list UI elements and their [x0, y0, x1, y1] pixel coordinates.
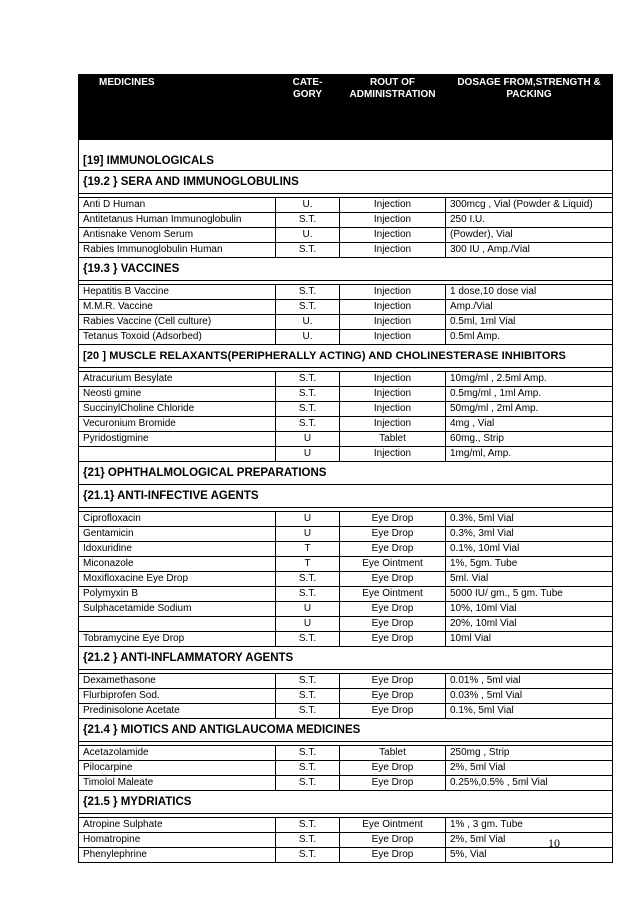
dosage-cell: 1 dose,10 dose vial [446, 285, 613, 300]
category-cell: S.T. [276, 243, 340, 258]
table-row [79, 527, 613, 542]
table-row [79, 818, 613, 833]
category-cell: S.T. [276, 674, 340, 689]
dosage-cell: 10%, 10ml Vial [446, 602, 613, 617]
dosage-cell: 300 IU , Amp./Vial [446, 243, 613, 258]
table-row [79, 704, 613, 719]
category-cell: S.T. [276, 285, 340, 300]
route-cell: Injection [340, 300, 446, 315]
category-cell: S.T. [276, 848, 340, 863]
section-header [79, 719, 613, 742]
medicine-name-cell: Ciprofloxacin [79, 512, 276, 527]
section-title: [19] IMMUNOLOGICALS [79, 140, 613, 171]
section-header [79, 485, 613, 508]
route-cell: Eye Drop [340, 704, 446, 719]
table-row [79, 572, 613, 587]
table-row [79, 330, 613, 345]
table-row [79, 557, 613, 572]
route-cell: Injection [340, 417, 446, 432]
section-title: {21.5 } MYDRIATICS [79, 791, 613, 814]
dosage-cell: 50mg/ml , 2ml Amp. [446, 402, 613, 417]
category-cell: S.T. [276, 761, 340, 776]
dosage-cell: 0.03% , 5ml Vial [446, 689, 613, 704]
dosage-cell: 0.5mg/ml , 1ml Amp. [446, 387, 613, 402]
route-cell: Eye Drop [340, 833, 446, 848]
dosage-cell: 5000 IU/ gm., 5 gm. Tube [446, 587, 613, 602]
table-row [79, 228, 613, 243]
medicine-name-cell: M.M.R. Vaccine [79, 300, 276, 315]
section-header [79, 791, 613, 814]
dosage-cell: (Powder), Vial [446, 228, 613, 243]
route-cell: Injection [340, 330, 446, 345]
table-row [79, 300, 613, 315]
category-cell: S.T. [276, 818, 340, 833]
route-cell: Injection [340, 198, 446, 213]
dosage-cell: 0.3%, 3ml Vial [446, 527, 613, 542]
category-cell: S.T. [276, 833, 340, 848]
medicine-name-cell: Rabies Immunoglobulin Human [79, 243, 276, 258]
category-cell: U. [276, 228, 340, 243]
dosage-cell: 4mg , Vial [446, 417, 613, 432]
medicine-name-cell [79, 617, 276, 632]
route-cell: Injection [340, 402, 446, 417]
medicine-name-cell: Acetazolamide [79, 746, 276, 761]
table-row [79, 447, 613, 462]
medicine-name-cell: Miconazole [79, 557, 276, 572]
medicine-name-cell [79, 447, 276, 462]
dosage-cell: 0.25%,0.5% , 5ml Vial [446, 776, 613, 791]
dosage-cell: 0.3%, 5ml Vial [446, 512, 613, 527]
category-cell: S.T. [276, 587, 340, 602]
table-row [79, 372, 613, 387]
dosage-cell: 60mg., Strip [446, 432, 613, 447]
route-cell: Injection [340, 315, 446, 330]
category-cell: U. [276, 315, 340, 330]
category-cell: S.T. [276, 300, 340, 315]
route-cell: Injection [340, 372, 446, 387]
dosage-cell: 0.01% , 5ml vial [446, 674, 613, 689]
table-row [79, 402, 613, 417]
medicines-list-document [78, 74, 612, 863]
section-header [79, 345, 613, 368]
category-cell: S.T. [276, 372, 340, 387]
dosage-cell: 250 I.U. [446, 213, 613, 228]
section-title: {21.1} ANTI-INFECTIVE AGENTS [79, 485, 613, 508]
table-row [79, 542, 613, 557]
section-header [79, 258, 613, 281]
table-row [79, 213, 613, 228]
table-row [79, 387, 613, 402]
medicine-name-cell: Dexamethasone [79, 674, 276, 689]
section-header [79, 462, 613, 485]
dosage-cell: 5ml. Vial [446, 572, 613, 587]
table-row [79, 689, 613, 704]
table-row [79, 198, 613, 213]
category-cell: S.T. [276, 689, 340, 704]
dosage-cell: 0.1%, 5ml Vial [446, 704, 613, 719]
category-cell: U [276, 512, 340, 527]
section-title: [20 ] MUSCLE RELAXANTS(PERIPHERALLY ACTING) AND CHOLINESTERASE INHIBITORS [79, 345, 613, 368]
medicine-name-cell: Moxifloxacine Eye Drop [79, 572, 276, 587]
route-cell: Tablet [340, 746, 446, 761]
dosage-cell: 250mg , Strip [446, 746, 613, 761]
dosage-cell: 300mcg , Vial (Powder & Liquid) [446, 198, 613, 213]
section-title: {21.2 } ANTI-INFLAMMATORY AGENTS [79, 647, 613, 670]
medicine-name-cell: Anti D Human [79, 198, 276, 213]
dosage-cell: 20%, 10ml Vial [446, 617, 613, 632]
table-row [79, 417, 613, 432]
medicine-name-cell: Tetanus Toxoid (Adsorbed) [79, 330, 276, 345]
medicine-name-cell: Rabies Vaccine (Cell culture) [79, 315, 276, 330]
table-row [79, 243, 613, 258]
medicine-name-cell: Tobramycine Eye Drop [79, 632, 276, 647]
dosage-cell: 0.5ml, 1ml Vial [446, 315, 613, 330]
category-cell: U. [276, 330, 340, 345]
category-cell: U [276, 602, 340, 617]
category-cell: S.T. [276, 632, 340, 647]
table-row [79, 848, 613, 863]
medicine-name-cell: Predinisolone Acetate [79, 704, 276, 719]
section-header [79, 171, 613, 194]
dosage-cell: 1mg/ml, Amp. [446, 447, 613, 462]
medicine-name-cell: Pilocarpine [79, 761, 276, 776]
table-header [79, 75, 613, 140]
route-cell: Eye Drop [340, 689, 446, 704]
medicine-name-cell: Neosti gmine [79, 387, 276, 402]
header-route: ROUT OF ADMINISTRATION [340, 75, 446, 140]
dosage-cell: 1% , 3 gm. Tube [446, 818, 613, 833]
medicine-name-cell: SuccinylCholine Chloride [79, 402, 276, 417]
table-row [79, 285, 613, 300]
medicines-table [78, 74, 613, 863]
table-row [79, 432, 613, 447]
section-header [79, 647, 613, 670]
route-cell: Eye Drop [340, 632, 446, 647]
category-cell: S.T. [276, 572, 340, 587]
section-title: {19.3 } VACCINES [79, 258, 613, 281]
table-row [79, 512, 613, 527]
table-row [79, 761, 613, 776]
route-cell: Injection [340, 387, 446, 402]
header-dosage: DOSAGE FROM,STRENGTH & PACKING [446, 75, 613, 140]
route-cell: Injection [340, 243, 446, 258]
route-cell: Eye Drop [340, 761, 446, 776]
route-cell: Eye Ointment [340, 557, 446, 572]
dosage-cell: 1%, 5gm. Tube [446, 557, 613, 572]
table-row [79, 632, 613, 647]
route-cell: Eye Drop [340, 542, 446, 557]
section-title: {21.4 } MIOTICS AND ANTIGLAUCOMA MEDICINES [79, 719, 613, 742]
category-cell: U. [276, 198, 340, 213]
category-cell: U [276, 447, 340, 462]
category-cell: S.T. [276, 402, 340, 417]
route-cell: Eye Drop [340, 602, 446, 617]
dosage-cell: 10mg/ml , 2.5ml Amp. [446, 372, 613, 387]
dosage-cell: 5%, Vial [446, 848, 613, 863]
category-cell: S.T. [276, 213, 340, 228]
medicine-name-cell: Atracurium Besylate [79, 372, 276, 387]
table-row [79, 674, 613, 689]
medicine-name-cell: Atropine Sulphate [79, 818, 276, 833]
table-row [79, 315, 613, 330]
category-cell: U [276, 617, 340, 632]
category-cell: S.T. [276, 746, 340, 761]
medicine-name-cell: Timolol Maleate [79, 776, 276, 791]
medicine-name-cell: Polymyxin B [79, 587, 276, 602]
medicine-name-cell: Antisnake Venom Serum [79, 228, 276, 243]
table-row [79, 776, 613, 791]
medicine-name-cell: Hepatitis B Vaccine [79, 285, 276, 300]
category-cell: U [276, 527, 340, 542]
route-cell: Eye Drop [340, 572, 446, 587]
medicine-name-cell: Sulphacetamide Sodium [79, 602, 276, 617]
section-title: {19.2 } SERA AND IMMUNOGLOBULINS [79, 171, 613, 194]
medicine-name-cell: Gentamicin [79, 527, 276, 542]
route-cell: Eye Drop [340, 674, 446, 689]
table-row [79, 833, 613, 848]
category-cell: S.T. [276, 417, 340, 432]
dosage-cell: Amp./Vial [446, 300, 613, 315]
medicine-name-cell: Antitetanus Human Immunoglobulin [79, 213, 276, 228]
category-cell: T [276, 557, 340, 572]
dosage-cell: 10ml Vial [446, 632, 613, 647]
category-cell: U [276, 432, 340, 447]
route-cell: Eye Drop [340, 776, 446, 791]
route-cell: Tablet [340, 432, 446, 447]
medicine-name-cell: Vecuronium Bromide [79, 417, 276, 432]
section-title: {21} OPHTHALMOLOGICAL PREPARATIONS [79, 462, 613, 485]
section-header [79, 140, 613, 171]
medicine-name-cell: Pyridostigmine [79, 432, 276, 447]
dosage-cell: 2%, 5ml Vial [446, 833, 613, 848]
medicine-name-cell: Flurbiprofen Sod. [79, 689, 276, 704]
table-body [79, 140, 613, 863]
page-number: 10 [548, 836, 560, 850]
route-cell: Eye Ointment [340, 587, 446, 602]
header-medicines: MEDICINES [79, 75, 276, 140]
table-row [79, 602, 613, 617]
category-cell: S.T. [276, 387, 340, 402]
route-cell: Eye Ointment [340, 818, 446, 833]
medicine-name-cell: Idoxuridine [79, 542, 276, 557]
route-cell: Injection [340, 285, 446, 300]
route-cell: Eye Drop [340, 617, 446, 632]
route-cell: Eye Drop [340, 848, 446, 863]
dosage-cell: 2%, 5ml Vial [446, 761, 613, 776]
route-cell: Injection [340, 447, 446, 462]
category-cell: T [276, 542, 340, 557]
dosage-cell: 0.5ml Amp. [446, 330, 613, 345]
table-row [79, 746, 613, 761]
table-row [79, 617, 613, 632]
category-cell: S.T. [276, 704, 340, 719]
header-category: CATE- GORY [276, 75, 340, 140]
route-cell: Eye Drop [340, 527, 446, 542]
route-cell: Injection [340, 228, 446, 243]
table-row [79, 587, 613, 602]
medicine-name-cell: Phenylephrine [79, 848, 276, 863]
medicine-name-cell: Homatropine [79, 833, 276, 848]
route-cell: Injection [340, 213, 446, 228]
dosage-cell: 0.1%, 10ml Vial [446, 542, 613, 557]
category-cell: S.T. [276, 776, 340, 791]
route-cell: Eye Drop [340, 512, 446, 527]
